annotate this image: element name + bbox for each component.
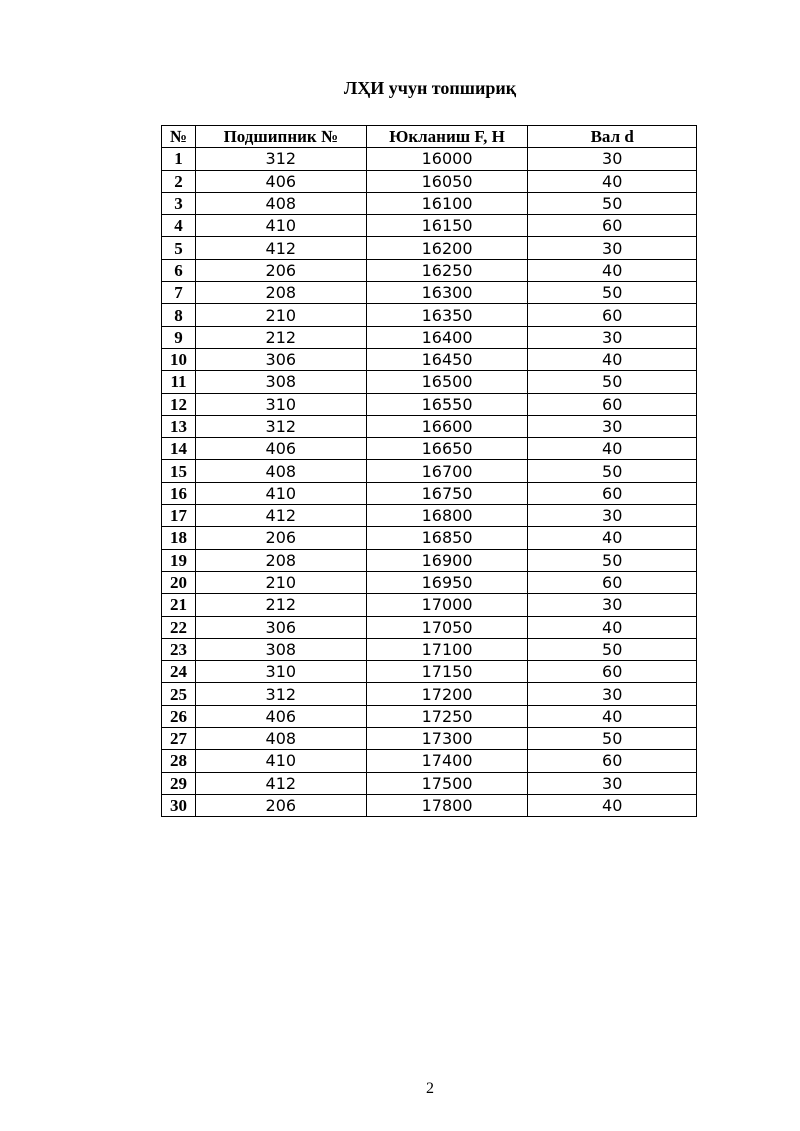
load-cell: 16950 <box>366 571 528 593</box>
bearing-cell: 208 <box>195 282 366 304</box>
row-number-cell: 10 <box>162 348 196 370</box>
table-row <box>162 705 697 727</box>
row-number-cell: 7 <box>162 282 196 304</box>
shaft-cell: 60 <box>528 750 697 772</box>
bearing-cell: 312 <box>195 148 366 170</box>
row-number-cell: 23 <box>162 638 196 660</box>
table-row <box>162 282 697 304</box>
table-body <box>162 148 697 817</box>
shaft-cell: 40 <box>528 794 697 816</box>
table-row <box>162 438 697 460</box>
table-row <box>162 549 697 571</box>
table-row <box>162 215 697 237</box>
load-cell: 17800 <box>366 794 528 816</box>
row-number-cell: 2 <box>162 170 196 192</box>
row-number-cell: 18 <box>162 527 196 549</box>
bearing-cell: 308 <box>195 638 366 660</box>
bearing-cell: 306 <box>195 616 366 638</box>
load-cell: 16500 <box>366 371 528 393</box>
load-cell: 16850 <box>366 527 528 549</box>
row-number-cell: 15 <box>162 460 196 482</box>
load-cell: 16650 <box>366 438 528 460</box>
row-number-cell: 6 <box>162 259 196 281</box>
shaft-cell: 30 <box>528 505 697 527</box>
table-row <box>162 148 697 170</box>
bearing-cell: 206 <box>195 527 366 549</box>
row-number-cell: 4 <box>162 215 196 237</box>
table-row <box>162 638 697 660</box>
shaft-cell: 40 <box>528 170 697 192</box>
load-cell: 16300 <box>366 282 528 304</box>
row-number-cell: 26 <box>162 705 196 727</box>
header-shaft: Вал d <box>528 126 697 148</box>
load-cell: 17400 <box>366 750 528 772</box>
bearing-cell: 410 <box>195 215 366 237</box>
bearing-cell: 206 <box>195 794 366 816</box>
shaft-cell: 30 <box>528 683 697 705</box>
load-cell: 16350 <box>366 304 528 326</box>
load-cell: 17050 <box>366 616 528 638</box>
shaft-cell: 40 <box>528 259 697 281</box>
row-number-cell: 12 <box>162 393 196 415</box>
shaft-cell: 60 <box>528 215 697 237</box>
table-row <box>162 482 697 504</box>
row-number-cell: 13 <box>162 415 196 437</box>
bearing-cell: 406 <box>195 705 366 727</box>
table-row <box>162 415 697 437</box>
bearing-cell: 312 <box>195 683 366 705</box>
bearing-cell: 408 <box>195 460 366 482</box>
table-row <box>162 794 697 816</box>
bearing-cell: 210 <box>195 571 366 593</box>
row-number-cell: 17 <box>162 505 196 527</box>
shaft-cell: 50 <box>528 371 697 393</box>
table-row <box>162 304 697 326</box>
load-cell: 16550 <box>366 393 528 415</box>
table-row <box>162 460 697 482</box>
row-number-cell: 19 <box>162 549 196 571</box>
shaft-cell: 30 <box>528 326 697 348</box>
row-number-cell: 9 <box>162 326 196 348</box>
shaft-cell: 30 <box>528 772 697 794</box>
table-row <box>162 594 697 616</box>
shaft-cell: 50 <box>528 638 697 660</box>
assignment-table <box>161 125 697 817</box>
shaft-cell: 40 <box>528 438 697 460</box>
bearing-cell: 406 <box>195 170 366 192</box>
bearing-cell: 306 <box>195 348 366 370</box>
load-cell: 16200 <box>366 237 528 259</box>
row-number-cell: 20 <box>162 571 196 593</box>
table-row <box>162 348 697 370</box>
header-bearing: Подшипник № <box>195 126 366 148</box>
shaft-cell: 50 <box>528 728 697 750</box>
row-number-cell: 16 <box>162 482 196 504</box>
load-cell: 17100 <box>366 638 528 660</box>
bearing-cell: 208 <box>195 549 366 571</box>
load-cell: 17300 <box>366 728 528 750</box>
bearing-cell: 310 <box>195 393 366 415</box>
load-cell: 16450 <box>366 348 528 370</box>
load-cell: 17500 <box>366 772 528 794</box>
bearing-cell: 312 <box>195 415 366 437</box>
load-cell: 17000 <box>366 594 528 616</box>
bearing-cell: 412 <box>195 505 366 527</box>
shaft-cell: 50 <box>528 460 697 482</box>
load-cell: 17200 <box>366 683 528 705</box>
table-row <box>162 371 697 393</box>
bearing-cell: 410 <box>195 482 366 504</box>
load-cell: 16150 <box>366 215 528 237</box>
row-number-cell: 30 <box>162 794 196 816</box>
table-row <box>162 750 697 772</box>
header-load: Юкланиш F, H <box>366 126 528 148</box>
page-title: ЛҲИ учун топшириқ <box>343 78 517 98</box>
shaft-cell: 50 <box>528 549 697 571</box>
table-row <box>162 326 697 348</box>
row-number-cell: 14 <box>162 438 196 460</box>
row-number-cell: 24 <box>162 661 196 683</box>
shaft-cell: 60 <box>528 304 697 326</box>
bearing-cell: 408 <box>195 192 366 214</box>
row-number-cell: 8 <box>162 304 196 326</box>
shaft-cell: 30 <box>528 148 697 170</box>
bearing-cell: 206 <box>195 259 366 281</box>
load-cell: 16700 <box>366 460 528 482</box>
table-row <box>162 259 697 281</box>
load-cell: 16900 <box>366 549 528 571</box>
row-number-cell: 28 <box>162 750 196 772</box>
load-cell: 17250 <box>366 705 528 727</box>
table-row <box>162 571 697 593</box>
bearing-cell: 212 <box>195 326 366 348</box>
bearing-cell: 212 <box>195 594 366 616</box>
load-cell: 16400 <box>366 326 528 348</box>
header-number: № <box>162 126 196 148</box>
bearing-cell: 406 <box>195 438 366 460</box>
table-row <box>162 728 697 750</box>
load-cell: 16800 <box>366 505 528 527</box>
row-number-cell: 29 <box>162 772 196 794</box>
table-row <box>162 505 697 527</box>
shaft-cell: 30 <box>528 237 697 259</box>
table-row <box>162 237 697 259</box>
load-cell: 16600 <box>366 415 528 437</box>
load-cell: 16000 <box>366 148 528 170</box>
table-row <box>162 772 697 794</box>
row-number-cell: 3 <box>162 192 196 214</box>
table-header-row <box>162 126 697 148</box>
load-cell: 16250 <box>366 259 528 281</box>
bearing-cell: 408 <box>195 728 366 750</box>
bearing-cell: 410 <box>195 750 366 772</box>
shaft-cell: 60 <box>528 482 697 504</box>
load-cell: 16050 <box>366 170 528 192</box>
row-number-cell: 25 <box>162 683 196 705</box>
shaft-cell: 40 <box>528 348 697 370</box>
shaft-cell: 40 <box>528 527 697 549</box>
shaft-cell: 30 <box>528 594 697 616</box>
load-cell: 17150 <box>366 661 528 683</box>
shaft-cell: 30 <box>528 415 697 437</box>
bearing-cell: 412 <box>195 772 366 794</box>
row-number-cell: 11 <box>162 371 196 393</box>
row-number-cell: 1 <box>162 148 196 170</box>
bearing-cell: 308 <box>195 371 366 393</box>
row-number-cell: 22 <box>162 616 196 638</box>
table-row <box>162 170 697 192</box>
shaft-cell: 40 <box>528 705 697 727</box>
shaft-cell: 50 <box>528 282 697 304</box>
table-row <box>162 616 697 638</box>
table-row <box>162 683 697 705</box>
row-number-cell: 21 <box>162 594 196 616</box>
shaft-cell: 60 <box>528 661 697 683</box>
table-row <box>162 192 697 214</box>
load-cell: 16100 <box>366 192 528 214</box>
table-row <box>162 527 697 549</box>
table-row <box>162 393 697 415</box>
shaft-cell: 60 <box>528 571 697 593</box>
load-cell: 16750 <box>366 482 528 504</box>
shaft-cell: 60 <box>528 393 697 415</box>
bearing-cell: 210 <box>195 304 366 326</box>
row-number-cell: 5 <box>162 237 196 259</box>
bearing-cell: 310 <box>195 661 366 683</box>
page-number: 2 <box>426 1080 434 1097</box>
row-number-cell: 27 <box>162 728 196 750</box>
table-row <box>162 661 697 683</box>
shaft-cell: 40 <box>528 616 697 638</box>
bearing-cell: 412 <box>195 237 366 259</box>
shaft-cell: 50 <box>528 192 697 214</box>
